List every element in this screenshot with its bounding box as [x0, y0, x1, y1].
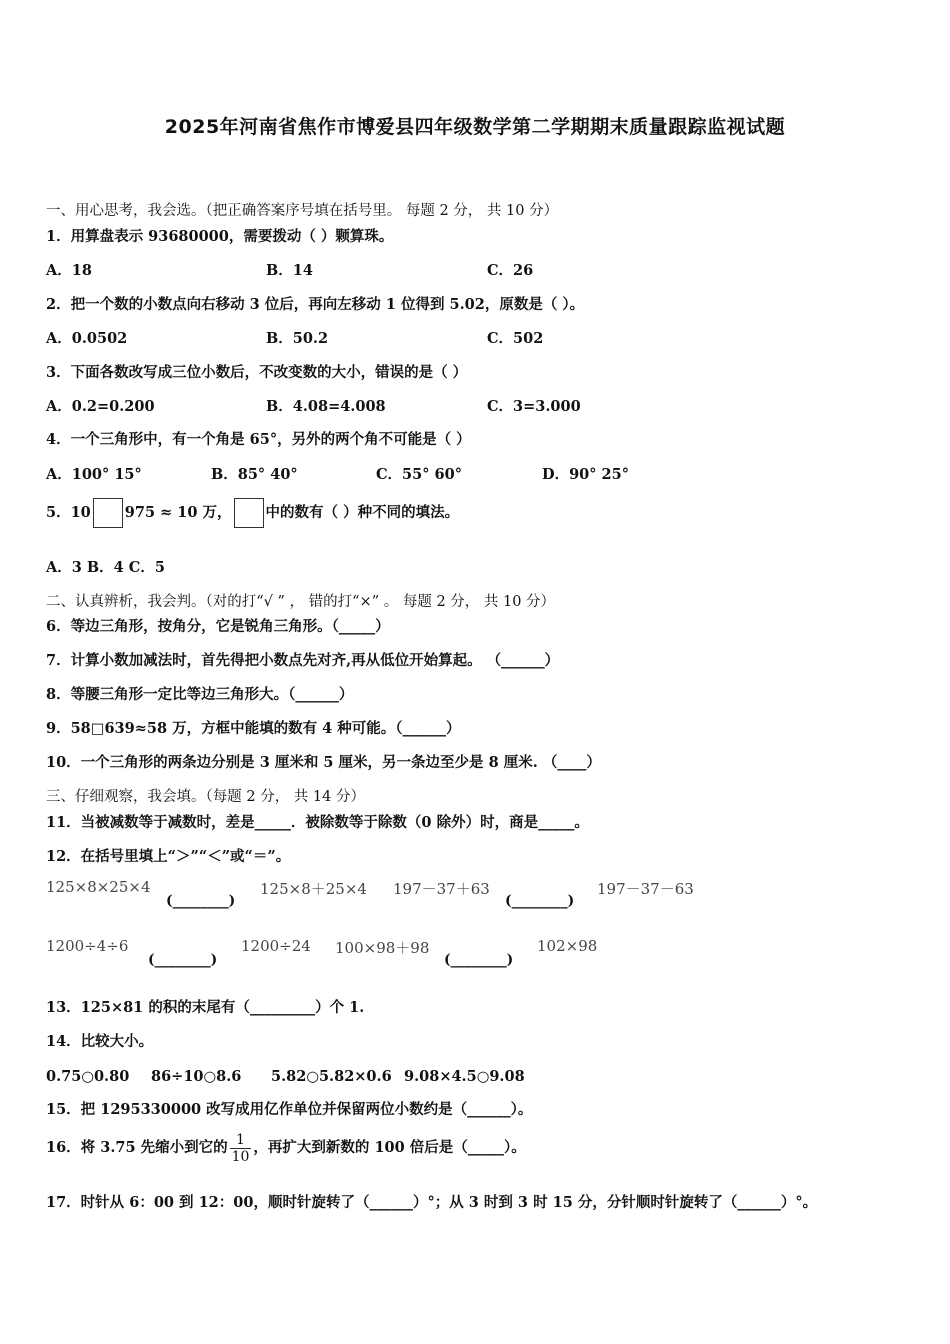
q12-expr-4: 197－37－63	[597, 880, 694, 898]
q12-expr-2: 125×8＋25×4	[260, 880, 367, 898]
q12-expr-1: 125×8×25×4	[46, 878, 151, 896]
q16-fraction	[230, 1132, 252, 1165]
question-3: 3．下面各数改写成三位小数后，不改变数的大小，错误的是（ ）	[46, 364, 468, 381]
question-1: 1．用算盘表示 93680000，需要拨动（ ）颗算珠。	[46, 228, 394, 245]
q5-prefix: 5．10	[46, 504, 91, 521]
q12-blank-2: (________)	[505, 893, 575, 909]
question-8: 8．等腰三角形一定比等边三角形大。（______）	[46, 686, 354, 703]
q4-option-d: D．90° 25°	[542, 466, 629, 483]
question-7: 7．计算小数加减法时，首先得把小数点先对齐,再从低位开始算起。 （______）	[46, 652, 560, 669]
q12-expr-7: 100×98＋98	[335, 939, 430, 957]
question-17: 17．时针从 6：00 到 12：00，顺时针旋转了（______）°；从 3 时到 3 时 15 分，分针顺时针旋转了（______）°。	[46, 1194, 818, 1211]
q5-options: A．3 B．4 C．5	[46, 559, 165, 576]
section-2-heading: 二、认真辨析，我会判。（对的打“√ ” ， 错的打“×” 。 每题 2 分， 共 10 分）	[46, 594, 556, 610]
section-1-heading: 一、用心思考，我会选。（把正确答案序号填在括号里。 每题 2 分， 共 10 分）	[46, 203, 559, 219]
q12-blank-4: (________)	[444, 952, 514, 968]
q2-option-a: A．0.0502	[46, 330, 128, 347]
q16-suffix: ，再扩大到新数的 100 倍后是（_____）。	[253, 1139, 526, 1156]
q14-compare-4: 9.08×4.5○9.08	[404, 1068, 525, 1085]
q5-middle: 975 ≈ 10 万，	[124, 504, 232, 521]
q1-option-a: A．18	[46, 262, 92, 279]
q3-option-c: C．3=3.000	[487, 398, 581, 415]
q5-blank-box	[93, 498, 123, 528]
page-title: 2025年河南省焦作市博爱县四年级数学第二学期期末质量跟踪监视试题	[164, 116, 786, 138]
q12-expr-6: 1200÷24	[241, 937, 311, 955]
question-10: 10．一个三角形的两条边分别是 3 厘米和 5 厘米，另一条边至少是 8 厘米. （____）	[46, 754, 601, 771]
q14-compare-3: 5.82○5.82×0.6	[271, 1068, 392, 1085]
q14-compare-1: 0.75○0.80	[46, 1068, 130, 1085]
section-3-heading: 三、仔细观察，我会填。（每题 2 分， 共 14 分）	[46, 789, 365, 805]
q1-option-b: B．14	[266, 262, 313, 279]
q2-option-c: C．502	[487, 330, 544, 347]
question-2: 2．把一个数的小数点向右移动 3 位后，再向左移动 1 位得到 5.02，原数是（ ）。	[46, 296, 585, 313]
question-12: 12．在括号里填上“＞”“＜”或“＝”。	[46, 848, 291, 865]
question-16	[46, 1128, 526, 1168]
question-11: 11．当被减数等于减数时，差是_____．被除数等于除数（0 除外）时，商是_____。	[46, 814, 589, 831]
q12-blank-1: (________)	[166, 893, 236, 909]
question-4: 4．一个三角形中，有一个角是 65°，另外的两个角不可能是（ ）	[46, 431, 471, 448]
q4-option-b: B．85° 40°	[211, 466, 298, 483]
question-15: 15．把 1295330000 改写成用亿作单位并保留两位小数约是（______）。	[46, 1101, 533, 1118]
q2-option-b: B．50.2	[266, 330, 329, 347]
q3-option-b: B．4.08=4.008	[266, 398, 386, 415]
q4-option-c: C．55° 60°	[376, 466, 462, 483]
q1-option-c: C．26	[487, 262, 534, 279]
q16-denominator: 10	[231, 1148, 250, 1165]
q14-compare-2: 86÷10○8.6	[151, 1068, 242, 1085]
q12-expr-8: 102×98	[537, 937, 598, 955]
q12-expr-3: 197－37＋63	[393, 880, 490, 898]
q16-prefix: 16．将 3.75 先缩小到它的	[46, 1139, 228, 1156]
question-13: 13．125×81 的积的末尾有（_________）个 1.	[46, 999, 365, 1016]
q3-option-a: A．0.2=0.200	[46, 398, 155, 415]
q5-suffix: 中的数有（ ）种不同的填法。	[265, 504, 460, 521]
q16-numerator: 1	[230, 1132, 252, 1149]
question-6: 6．等边三角形，按角分，它是锐角三角形。（_____）	[46, 618, 390, 635]
question-9: 9．58□639≈58 万，方框中能填的数有 4 种可能。（______）	[46, 720, 461, 737]
q4-option-a: A．100° 15°	[46, 466, 142, 483]
q12-expr-5: 1200÷4÷6	[46, 937, 129, 955]
q5-box-reference	[234, 498, 264, 528]
question-14: 14．比较大小。	[46, 1033, 154, 1050]
q12-blank-3: (________)	[148, 952, 218, 968]
question-5	[46, 496, 459, 530]
